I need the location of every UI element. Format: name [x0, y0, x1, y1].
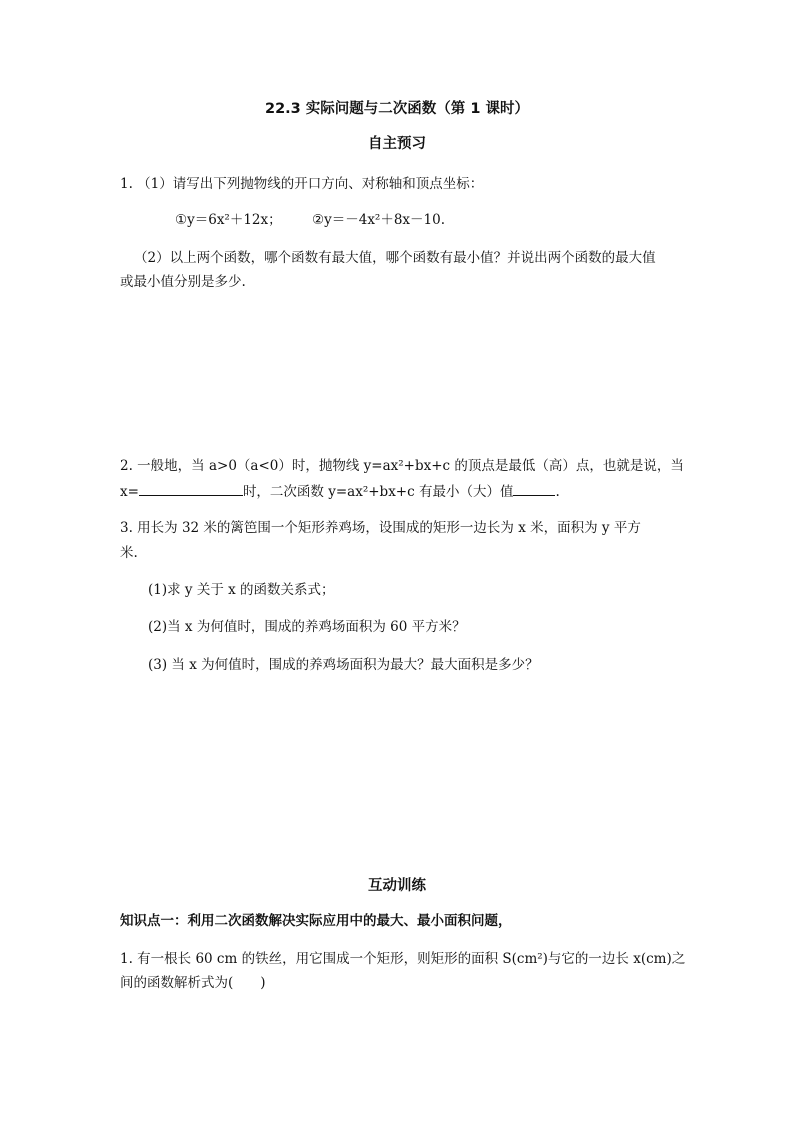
q2-line2-end: . [555, 484, 560, 500]
section-heading-training: 互动训练 [368, 878, 426, 894]
q3-sub1: (1)求 y 关于 x 的函数关系式； [148, 582, 335, 598]
q2-line2-text: 时，二次函数 y=ax²+bx+c 有最小（大）值 [242, 484, 514, 500]
q3-line1: 3. 用长为 32 米的篱笆围一个矩形养鸡场，设围成的矩形一边长为 x 米，面积为 y 平方 [120, 520, 641, 536]
q2-line2 [120, 481, 560, 502]
q3-sub3: (3) 当 x 为何值时，围成的养鸡场面积为最大？最大面积是多少？ [148, 657, 539, 673]
q2-blank-x[interactable] [139, 481, 243, 496]
q3-sub2: (2)当 x 为何值时，围成的养鸡场面积为 60 平方米？ [148, 619, 466, 635]
q2-blank-value[interactable] [513, 481, 555, 496]
q1-function-1: ①y＝6x²＋12x； [175, 212, 282, 228]
q1-part2-line2: 或最小值分别是多少. [120, 274, 246, 290]
q2-line1: 2. 一般地，当 a>0（a<0）时，抛物线 y=ax²+bx+c 的顶点是最低（高）点，也就是说，当 [120, 458, 684, 474]
knowledge-point-heading: 知识点一：利用二次函数解决实际应用中的最大、最小面积问题， [120, 913, 512, 929]
page-title: 22.3 实际问题与二次函数（第 1 课时） [264, 101, 529, 117]
q2-x-label: x= [120, 484, 139, 500]
q1-intro: 1. （1）请写出下列抛物线的开口方向、对称轴和顶点坐标： [120, 176, 484, 192]
q1-function-2: ②y＝－4x²＋8x－10. [312, 212, 446, 228]
section-heading-preview: 自主预习 [368, 136, 426, 152]
q3-line2: 米. [120, 545, 138, 561]
q1-part2-line1: （2）以上两个函数，哪个函数有最大值，哪个函数有最小值？并说出两个函数的最大值 [134, 250, 656, 266]
training-q1-line2: 间的函数解析式为( ) [120, 975, 266, 991]
training-q1-line1: 1. 有一根长 60 cm 的铁丝，用它围成一个矩形，则矩形的面积 S(cm²)与它的一边长 x(cm)之 [120, 951, 686, 967]
